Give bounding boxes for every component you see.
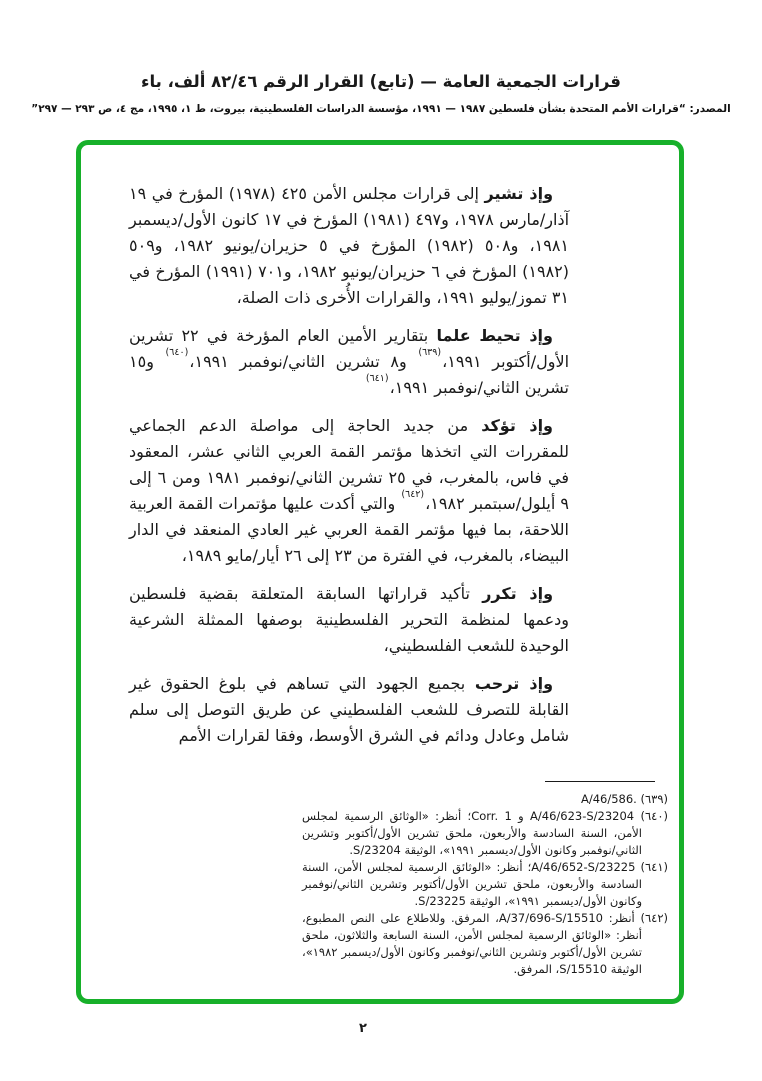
footnote-text: A/46/623-S/23204 و Corr. 1؛ أنظر: «الوثائق الرسمية لمجلس الأمن، السنة السادسة والأربعون، ملحق تشرين الأول/أكتوبر وتشرين الثاني/نوفمبر وكانون الأول/ديسمبر ١٩٩١»، الوثيقة S/23204.: [302, 809, 642, 857]
paragraph-text: و٨ تشرين الثاني/نوفمبر ١٩٩١،: [189, 352, 418, 371]
paragraph-lead: وإذ تكرر: [482, 584, 554, 603]
resolution-body: [129, 181, 569, 761]
footnote-list: [302, 791, 668, 978]
footnote-text: A/46/652-S/23225؛ أنظر: «الوثائق الرسمية لمجلس الأمن، السنة السادسة والأربعون، ملحق تشرين الأول/أكتوبر وتشرين الثاني/نوفمبر وكانون الأول/ديسمبر ١٩٩١»، الوثيقة S/23225.: [302, 860, 642, 908]
footnote-3: [302, 859, 668, 910]
footnote-number: (٦٤٢): [640, 911, 668, 925]
footnote-ref: (٦٤٢): [401, 488, 425, 500]
paragraph-text: إلى قرارات مجلس الأمن ٤٢٥ (١٩٧٨) المؤرخ في ١٩ آذار/مارس ١٩٧٨، و٤٩٧ (١٩٨١) المؤرخ في ١٧ كانون الأول/ديسمبر ١٩٨١، و٥٠٨ (١٩٨٢) المؤرخ في ٥ حزيران/يونيو ١٩٨٢، و٥٠٩ (١٩٨٢) المؤرخ في ٦ حزيران/يونيو ١٩٨٢، و٧٠١ (١٩٩١) المؤرخ في ٣١ تموز/يوليو ١٩٩١، والقرارات الأُخرى ذات الصلة،: [129, 184, 570, 307]
footnotes-section: [302, 781, 668, 978]
paragraph-text: و١٥ تشرين الثاني/نوفمبر ١٩٩١،: [129, 352, 569, 397]
body-paragraph-2: [129, 323, 569, 401]
footnote-1: [302, 791, 668, 808]
footnote-ref: (٦٤١): [365, 372, 389, 384]
paragraph-lead: وإذ تشير: [484, 184, 554, 203]
footnote-text: أنظر: A/37/696-S/15510، المرفق. وللاطلاع على النص المطبوع، أنظر: «الوثائق الرسمية لمجلس الأمن، السنة السابعة والثلاثون، ملحق تشرين الأول/أكتوبر وتشرين الثاني/نوفمبر وكانون الأول/ديسمبر ١٩٨٢»، الوثيقة S/15510، المرفق.: [302, 911, 642, 976]
footnote-text: A/46/586.‎: [580, 792, 641, 806]
footnote-ref: (٦٣٩): [418, 346, 442, 358]
footnote-2: [302, 808, 668, 859]
footnote-number: (٦٤١): [640, 860, 669, 874]
paragraph-lead: وإذ تؤكد: [481, 416, 553, 435]
source-line: المصدر: “قرارات الأمم المتحدة بشأن فلسطين ١٩٨٧ — ١٩٩١، مؤسسة الدراسات الفلسطينية، بيروت، ط ١، ١٩٩٥، مج ٤، ص ٢٩٣ — ٢٩٧”: [31, 103, 731, 115]
footnote-ref: (٦٤٠): [165, 346, 189, 358]
paragraph-lead: وإذ تحيط علما: [436, 326, 553, 345]
body-paragraph-4: [129, 581, 569, 659]
paragraph-text: تأكيد قراراتها السابقة المتعلقة بقضية فلسطين ودعمها لمنظمة التحرير الفلسطينية بوصفها الممثلة الشرعية الوحيدة للشعب الفلسطيني،: [129, 584, 569, 655]
paragraph-lead: وإذ ترحب: [474, 674, 554, 693]
footnote-separator: [545, 781, 655, 782]
body-paragraph-1: [129, 181, 569, 311]
footnote-number: (٦٤٠): [640, 809, 668, 823]
paragraph-text: بتقارير الأمين العام المؤرخة في ٢٢ تشرين الأول/أكتوبر ١٩٩١،: [129, 326, 570, 371]
footnote-number: (٦٣٩): [640, 792, 668, 806]
body-paragraph-5: [129, 671, 569, 749]
paragraph-text: من جديد الحاجة إلى مواصلة الدعم الجماعي للمقررات التي اتخذها مؤتمر القمة العربي الثاني عشر، المعقود في فاس، بالمغرب، في ٢٥ تشرين الثاني/نوفمبر ١٩٨١ ومن ٦ إلى ٩ أيلول/سبتمبر ١٩٨٢،: [129, 416, 569, 513]
body-paragraph-3: [129, 413, 569, 569]
paragraph-text: بجميع الجهود التي تساهم في بلوغ الحقوق غير القابلة للتصرف للشعب الفلسطيني عن طريق التوصل إلى سلم شامل وعادل ودائم في الشرق الأوسط، وفقا لقرارات الأمم: [129, 674, 569, 745]
document-frame: [76, 140, 684, 1004]
page-title: قرارات الجمعية العامة — (تابع) القرار الرقم ٨٢/٤٦ ألف، باء: [141, 72, 621, 91]
footnote-4: [302, 910, 668, 978]
paragraph-text: والتي أكدت عليها مؤتمرات القمة العربية اللاحقة، بما فيها مؤتمر القمة العربي غير العادي المنعقد في الدار البيضاء، بالمغرب، في الفترة من ٢٣ إلى ٢٦ أيار/مايو ١٩٨٩،: [129, 494, 569, 565]
page-number: ٢: [359, 1021, 367, 1036]
